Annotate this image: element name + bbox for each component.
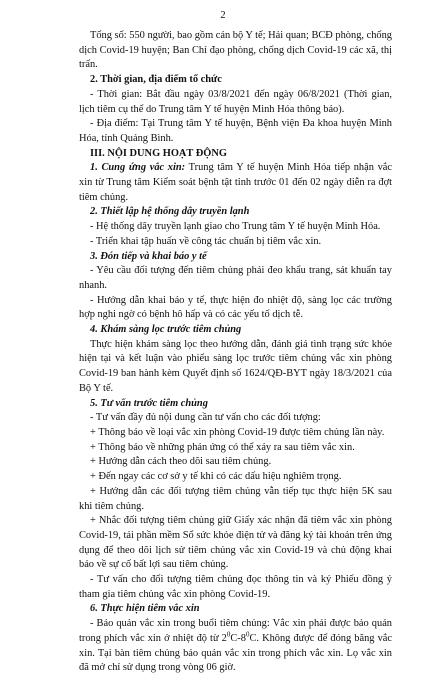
- paragraph-text: C. Không được để đóng băng vắc xin. Tại bàn tiêm chủng bảo quản vắc xin trong phích vắc xin. Lọ vắc xin đã mở chỉ sử dụng trong vòng 06 giờ.: [79, 632, 392, 674]
- section-heading: 3. Đón tiếp và khai báo y tế: [90, 250, 207, 262]
- degree-superscript: 0: [226, 630, 231, 639]
- paragraph: - Triển khai tập huấn về công tác chuẩn bị tiêm vắc xin.: [90, 235, 322, 247]
- section-heading: 6. Thực hiện tiêm vắc xin: [90, 603, 200, 615]
- inline-heading: 1. Cung ứng vắc xin:: [90, 162, 186, 174]
- section-heading: 2. Thời gian, địa điểm tổ chức: [90, 74, 222, 86]
- document-body: [79, 29, 392, 676]
- paragraph-text: - Bảo quản vắc xin trong buổi tiêm chủng: Vắc xin phải được bảo quản trong phích vắc xin ở nhiệt độ từ 2: [79, 618, 392, 644]
- paragraph: - Yêu cầu đối tượng đến tiêm chủng phải đeo khẩu trang, sát khuẩn tay nhanh.: [79, 265, 392, 291]
- paragraph: + Hướng dẫn các đối tượng tiêm chủng vẫn tiếp tục thực hiện 5K sau khi tiêm chủng.: [79, 485, 392, 512]
- degree-superscript: 0: [245, 630, 250, 639]
- paragraph: + Hướng dẫn cách theo dõi sau tiêm chủng.: [90, 456, 272, 468]
- paragraph: - Tư vấn cho đối tượng tiêm chủng đọc thông tin và ký Phiếu đồng ý tham gia tiêm chủng vắc xin phòng Covid-19.: [79, 574, 392, 600]
- paragraph-text: Trung tâm Y tế huyện Minh Hóa tiếp nhận vắc xin từ Trung tâm Kiểm soát bệnh tật tỉnh trước 01 đến 02 ngày diễn ra đợt tiêm chủng.: [79, 162, 393, 203]
- paragraph: + Thông báo về loại vắc xin phòng Covid-19 được tiêm chủng lần này.: [90, 426, 385, 438]
- paragraph: Thực hiện khám sàng lọc theo hướng dẫn, đánh giá tình trạng sức khỏe hiện tại và kết luận vào phiếu sàng lọc trước tiêm chủng vắc xin phòng Covid-19 ban hành kèm Quyết định số 1624/QĐ-BYT ngày 18/3/2021 của Bộ Y tế.: [79, 338, 392, 394]
- part-heading: III. NỘI DUNG HOẠT ĐỘNG: [90, 147, 227, 159]
- paragraph: - Địa điểm: Tại Trung tâm Y tế huyện, Bệnh viện Đa khoa huyện Minh Hóa, tỉnh Quảng Bình.: [79, 118, 392, 144]
- paragraph: [79, 617, 392, 676]
- page-number: 2: [220, 10, 226, 21]
- paragraph: Tổng số: 550 người, bao gồm cán bộ Y tế; Hải quan; BCĐ phòng, chống dịch Covid-19 huyện; Ban Chỉ đạo phòng, chống dịch Covid-19 các xã, thị trấn.: [79, 30, 392, 71]
- paragraph-text: C-8: [230, 632, 246, 644]
- paragraph: - Hệ thống dây truyền lạnh giao cho Trung tâm Y tế huyện Minh Hóa.: [90, 221, 381, 233]
- paragraph: [79, 161, 392, 205]
- section-heading: 4. Khám sàng lọc trước tiêm chủng: [90, 324, 242, 336]
- paragraph: + Thông báo về những phản ứng có thể xảy ra sau tiêm vắc xin.: [90, 441, 355, 453]
- section-heading: 2. Thiết lập hệ thống dây truyền lạnh: [90, 206, 250, 218]
- paragraph: - Thời gian: Bắt đầu ngày 03/8/2021 đến ngày 06/8/2021 (Thời gian, lịch tiêm cụ thể do Trung tâm Y tế huyện Minh Hóa thông báo).: [79, 88, 392, 115]
- paragraph: - Tư vấn đầy đủ nội dung cần tư vấn cho các đối tượng:: [90, 412, 321, 424]
- paragraph: + Đến ngay các cơ sở y tế khi có các dấu hiệu nghiêm trọng.: [90, 471, 342, 483]
- paragraph: + Nhắc đối tượng tiêm chủng giữ Giấy xác nhận đã tiêm vắc xin phòng Covid-19, tải phần mềm Sổ sức khỏe điện tử và đăng ký tài khoản trên ứng dụng để theo dõi lịch sử tiêm chủng vắc xin Covid-19 và chủ động khai báo về sự cố bất lợi sau tiêm chủng.: [79, 515, 392, 571]
- paragraph: - Hướng dẫn khai báo y tế, thực hiện đo nhiệt độ, sàng lọc các trường hợp nghi ngờ có bệnh hô hấp và có các yếu tố dịch tễ.: [79, 294, 392, 321]
- section-heading: 5. Tư vấn trước tiêm chủng: [90, 397, 208, 409]
